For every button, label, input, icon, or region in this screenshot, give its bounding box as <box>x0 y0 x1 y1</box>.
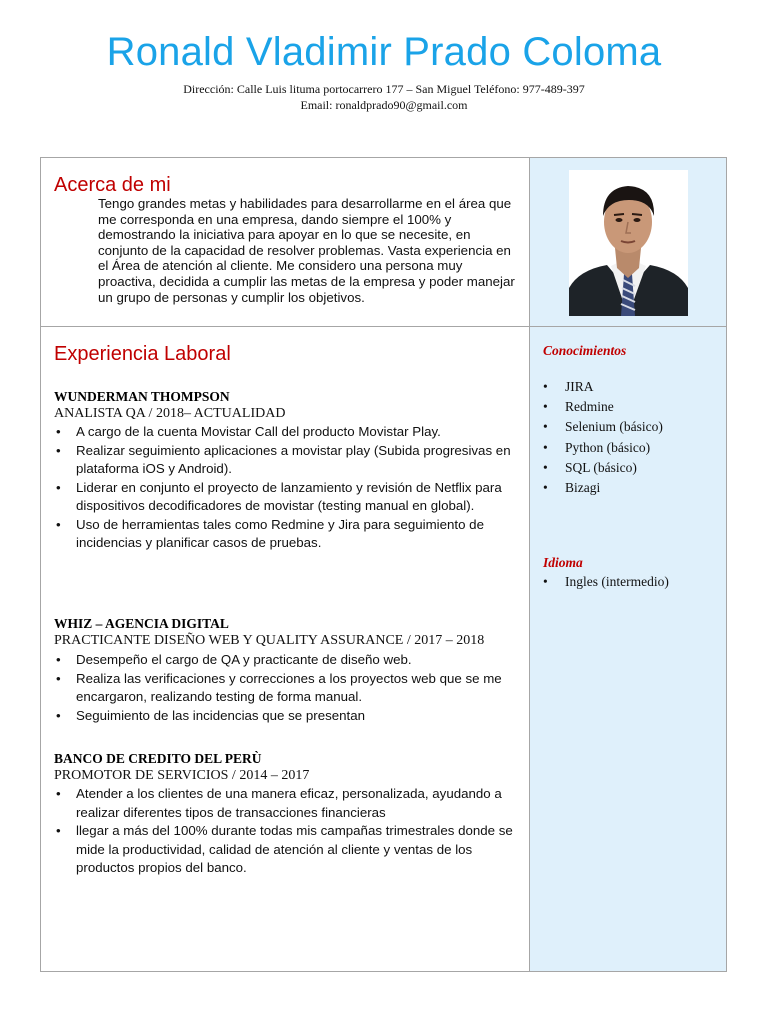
profile-photo <box>569 170 688 316</box>
list-item: • Desempeño el cargo de QA y practicante de diseño web. <box>54 651 524 670</box>
language-title: Idioma <box>543 555 583 570</box>
list-item: • llegar a más del 100% durante todas mis campañas trimestrales donde se mide la productividad, calidad de atención al cliente y ventas de los productos propios del banco. <box>54 822 524 878</box>
list-item: • Atender a los clientes de una manera eficaz, personalizada, ayudando a realizar diferentes tipos de transacciones financieras <box>54 785 524 822</box>
job-role: PRACTICANTE DISEÑO WEB Y QUALITY ASSURANCE / 2017 – 2018 <box>54 633 485 648</box>
job-company: WUNDERMAN THOMPSON <box>54 389 230 404</box>
list-item: • Liderar en conjunto el proyecto de lanzamiento y revisión de Netflix para dispositivos decodificadores de movistar (testing manual en global). <box>54 479 524 516</box>
list-item: • SQL (básico) <box>543 458 723 478</box>
job-company: BANCO DE CREDITO DEL PERÙ <box>54 751 262 766</box>
job-company: WHIZ – AGENCIA DIGITAL <box>54 616 229 631</box>
experience-title: Experiencia Laboral <box>54 343 231 365</box>
language-list <box>543 572 723 592</box>
job-role: PROMOTOR DE SERVICIOS / 2014 – 2017 <box>54 768 310 783</box>
list-item: • Python (básico) <box>543 438 723 458</box>
list-item: • Selenium (básico) <box>543 417 723 437</box>
about-title: Acerca de mi <box>54 174 171 196</box>
list-item: • A cargo de la cuenta Movistar Call del producto Movistar Play. <box>54 423 524 442</box>
column-divider <box>529 157 530 972</box>
job-bullets <box>54 785 524 878</box>
profile-photo-icon <box>569 170 688 316</box>
list-item: • Seguimiento de las incidencias que se presentan <box>54 707 524 726</box>
list-item: • Realizar seguimiento aplicaciones a movistar play (Subida progresivas en plataforma iOS y Android). <box>54 442 524 479</box>
knowledge-list <box>543 377 723 498</box>
job-role: ANALISTA QA / 2018– ACTUALIDAD <box>54 406 286 421</box>
list-item: • Redmine <box>543 397 723 417</box>
contact-address-phone: Dirección: Calle Luis lituma portocarrero 177 – San Miguel Teléfono: 977-489-397 <box>183 82 585 96</box>
list-item: • Ingles (intermedio) <box>543 572 723 592</box>
job-bullets <box>54 423 524 553</box>
list-item: • Uso de herramientas tales como Redmine y Jira para seguimiento de incidencias y planificar casos de pruebas. <box>54 516 524 553</box>
knowledge-title: Conocimientos <box>543 343 627 358</box>
list-item: • Bizagi <box>543 478 723 498</box>
list-item: • Realiza las verificaciones y correcciones a los proyectos web que se me encargaron, realizando testing de forma manual. <box>54 670 524 707</box>
about-text: Tengo grandes metas y habilidades para desarrollarme en el área que me corresponda en una empresa, dando siempre el 100% y demostrando la iniciativa para apoyar en lo que se necesite, en conjunto de la capacidad de resolver problemas. Vasta experiencia en el Área de atención al cliente. Me considero una persona muy proactiva, decidida a cumplir las metas de la empresa y poder manejar un grupo de personas y cumplir los objetivos. <box>98 196 515 305</box>
job-bullets <box>54 651 524 725</box>
list-item: • JIRA <box>543 377 723 397</box>
row-divider <box>40 326 727 327</box>
contact-email: Email: ronaldprado90@gmail.com <box>300 98 468 112</box>
candidate-name: Ronald Vladimir Prado Coloma <box>106 30 662 74</box>
